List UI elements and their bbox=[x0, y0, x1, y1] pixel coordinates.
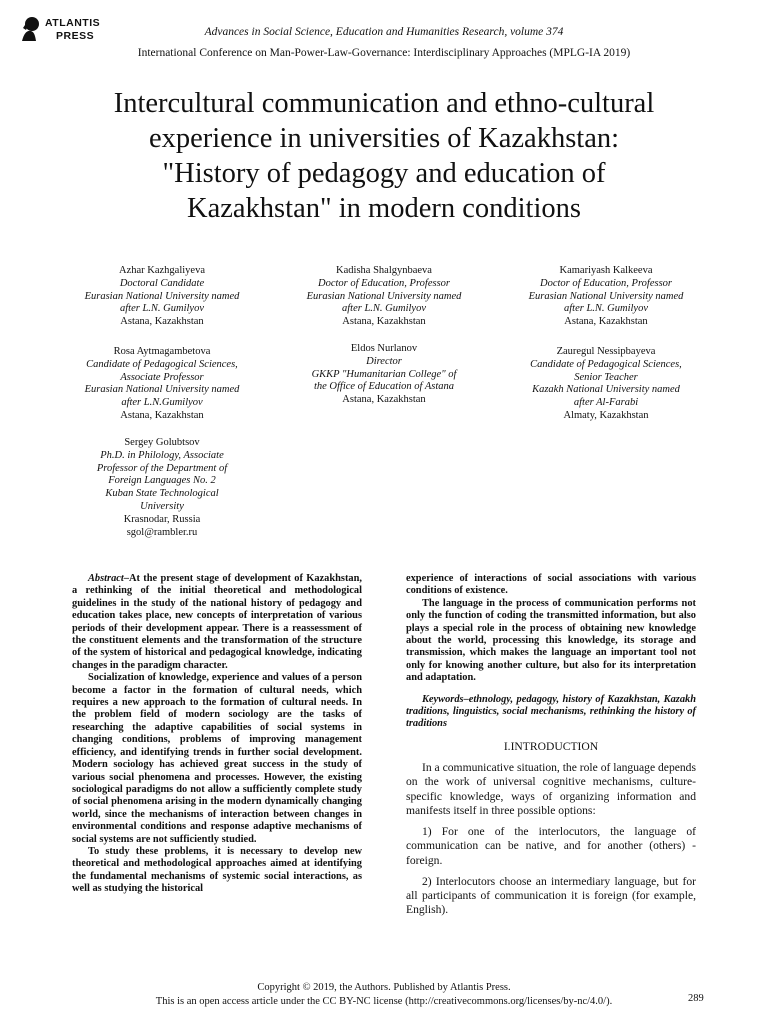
author-affiliation: University bbox=[140, 500, 184, 512]
author-affiliation: after L.N. Gumilyov bbox=[120, 303, 204, 315]
author-affiliation: Eurasian National University named bbox=[528, 290, 684, 302]
author-affiliation: the Office of Education of Astana bbox=[313, 381, 455, 393]
logo-text-atlantis: ATLANTIS bbox=[45, 17, 101, 29]
abstract-column bbox=[72, 573, 362, 896]
author-location: Astana, Kazakhstan bbox=[342, 316, 426, 328]
author-block bbox=[264, 265, 504, 329]
abstract-paragraph: Abstract–At the present stage of development of Kazakhstan, a rethinking of the initial theoretical and methodological guidelines in the study of the national history of pedagogy and education takes place, new concepts of interpretation of various periods of their development appear. There is a reassessment of the constituent elements and the transformation of the structure of the system of historical and pedagogical knowledge, indicating changes in the paradigm character. bbox=[72, 573, 362, 671]
author-affiliation: Candidate of Pedagogical Sciences, bbox=[86, 358, 238, 370]
right-column bbox=[406, 573, 696, 917]
author-affiliation: Doctor of Education, Professor bbox=[317, 277, 451, 289]
body-paragraph: 1) For one of the interlocutors, the language of communication can be native, and for another (others) - foreign. bbox=[406, 825, 696, 867]
author-affiliation: GKKP "Humanitarian College" of bbox=[311, 368, 457, 380]
logo-text-press: PRESS bbox=[56, 30, 95, 42]
author-name: Rosa Aytmagambetova bbox=[113, 346, 211, 357]
author-block bbox=[486, 265, 726, 329]
abstract-paragraph: To study these problems, it is necessary to develop new theoretical and methodological approaches aimed at identifying the fundamental mechanisms of systemic social interactions, as well as studying the historical bbox=[72, 845, 362, 895]
author-location: Astana, Kazakhstan bbox=[120, 316, 204, 328]
title-line: Kazakhstan" in modern conditions bbox=[187, 193, 581, 224]
author-name: Zauregul Nessipbayeva bbox=[556, 346, 656, 357]
body-paragraph: 2) Interlocutors choose an intermediary language, but for all participants of communication it is foreign (for example, English). bbox=[406, 874, 696, 917]
author-affiliation: Doctoral Candidate bbox=[119, 277, 205, 289]
author-affiliation: Associate Professor bbox=[120, 371, 204, 383]
author-affiliation: Kazakh National University named bbox=[532, 384, 680, 396]
author-affiliation: Eurasian National University named bbox=[84, 384, 240, 396]
author-affiliation: Eurasian National University named bbox=[306, 290, 462, 302]
title-line: Intercultural communication and ethno-cultural bbox=[113, 88, 655, 119]
author-affiliation: after Al-Farabi bbox=[573, 397, 639, 409]
section-heading: I.INTRODUCTION bbox=[503, 739, 599, 753]
author-name: Kamariyash Kalkeeva bbox=[559, 265, 653, 276]
author-email: sgol@rambler.ru bbox=[126, 526, 198, 538]
author-affiliation: after L.N. Gumilyov bbox=[342, 303, 426, 315]
abstract-text: At the present stage of development of Kazakhstan, a rethinking of the initial theoretical and methodological guidelines in the study of the national history of pedagogy and education takes place, new concepts of interpretation of various periods of their development appear. There is a reassessment of the constituent elements and the transformation of the structure of the system of historical and pedagogical knowledge, indicating changes in the paradigm character. bbox=[72, 573, 362, 671]
keywords: Keywords–ethnology, pedagogy, history of Kazakhstan, Kazakh traditions, linguistics, social mechanisms, rethinking the history of traditions bbox=[406, 693, 696, 730]
abstract-label: Abstract bbox=[88, 573, 124, 584]
title-line: experience in universities of Kazakhstan: bbox=[148, 123, 620, 154]
paper-title bbox=[40, 86, 728, 226]
author-block bbox=[42, 265, 282, 329]
author-location: Astana, Kazakhstan bbox=[564, 316, 648, 328]
author-affiliation: Kuban State Technological bbox=[105, 488, 219, 500]
author-affiliation: Doctor of Education, Professor bbox=[539, 277, 673, 289]
keywords-label: Keywords bbox=[422, 693, 464, 705]
author-affiliation: after L.N. Gumilyov bbox=[564, 303, 648, 315]
author-affiliation: Eurasian National University named bbox=[84, 290, 240, 302]
author-block bbox=[42, 346, 282, 423]
author-block bbox=[264, 343, 504, 407]
author-location: Astana, Kazakhstan bbox=[120, 409, 204, 421]
author-block bbox=[486, 346, 726, 423]
author-location: Almaty, Kazakhstan bbox=[563, 409, 649, 421]
series-header: Advances in Social Science, Education and Humanities Research, volume 374 bbox=[204, 26, 564, 38]
author-affiliation: Candidate of Pedagogical Sciences, bbox=[530, 358, 682, 370]
author-name: Eldos Nurlanov bbox=[350, 343, 418, 354]
abstract-paragraph: Socialization of knowledge, experience and values of a person become a factor in the formation of cultural needs, which requires a new approach to the formation of cultural needs. In the problem field of modern sociology are the tasks of researching the adaptive capabilities of social systems in changing conditions, problems of improving management efficiency, and identifying trends in further social development. Modern sociology has achieved great success in the study of various social phenomena and processes. However, the existing sociological paradigms do not allow a sufficiently complete study of social phenomena arising in the modern dynamically changing world, since the mechanisms of interaction between changes in environmental conditions and response adaptive mechanisms of social systems are not sufficiently studied. bbox=[72, 672, 362, 845]
keywords-text: ethnology, pedagogy, history of Kazakhstan, Kazakh traditions, linguistics, social mechanisms, rethinking the history of traditions bbox=[406, 693, 696, 730]
author-name: Azhar Kazhgaliyeva bbox=[119, 265, 205, 276]
title-line: "History of pedagogy and education of bbox=[162, 158, 606, 189]
author-name: Kadisha Shalgynbaeva bbox=[336, 265, 432, 276]
author-name: Sergey Golubtsov bbox=[124, 437, 200, 448]
author-affiliation: Ph.D. in Philology, Associate bbox=[100, 449, 224, 461]
author-location: Astana, Kazakhstan bbox=[342, 394, 426, 406]
body-paragraph: In a communicative situation, the role of language depends on the work of universal cognitive mechanisms, culture-specific knowledge, ways of organizing information and manifests itself in three possible options: bbox=[406, 761, 696, 817]
footer-license: This is an open access article under the CC BY-NC license (http://creativecommons.org/licenses/by-nc/4.0/). bbox=[155, 996, 613, 1007]
author-affiliation: Foreign Languages No. 2 bbox=[108, 475, 216, 487]
conference-header: International Conference on Man-Power-Law-Governance: Interdisciplinary Approaches (MPLG-IA 2019) bbox=[137, 47, 631, 59]
author-affiliation: Professor of the Department of bbox=[96, 462, 228, 474]
footer-copyright: Copyright © 2019, the Authors. Published by Atlantis Press. bbox=[257, 982, 511, 993]
abstract-paragraph: The language in the process of communication performs not only the function of coding the transmitted information, but also plays a special role in the process of obtaining new knowledge about the world, processing this knowledge, its storage and transmission, which makes the language an important tool not only for knowing another culture, but also for its interpretation and adaptation. bbox=[406, 597, 696, 684]
author-affiliation: Senior Teacher bbox=[574, 371, 638, 383]
author-affiliation: after L.N.Gumilyov bbox=[121, 397, 203, 409]
author-location: Krasnodar, Russia bbox=[123, 513, 201, 525]
abstract-paragraph: experience of interactions of social associations with various conditions of existence. bbox=[406, 573, 696, 597]
author-affiliation: Director bbox=[366, 355, 402, 367]
page-number: 289 bbox=[688, 993, 704, 1004]
author-block bbox=[42, 437, 282, 539]
